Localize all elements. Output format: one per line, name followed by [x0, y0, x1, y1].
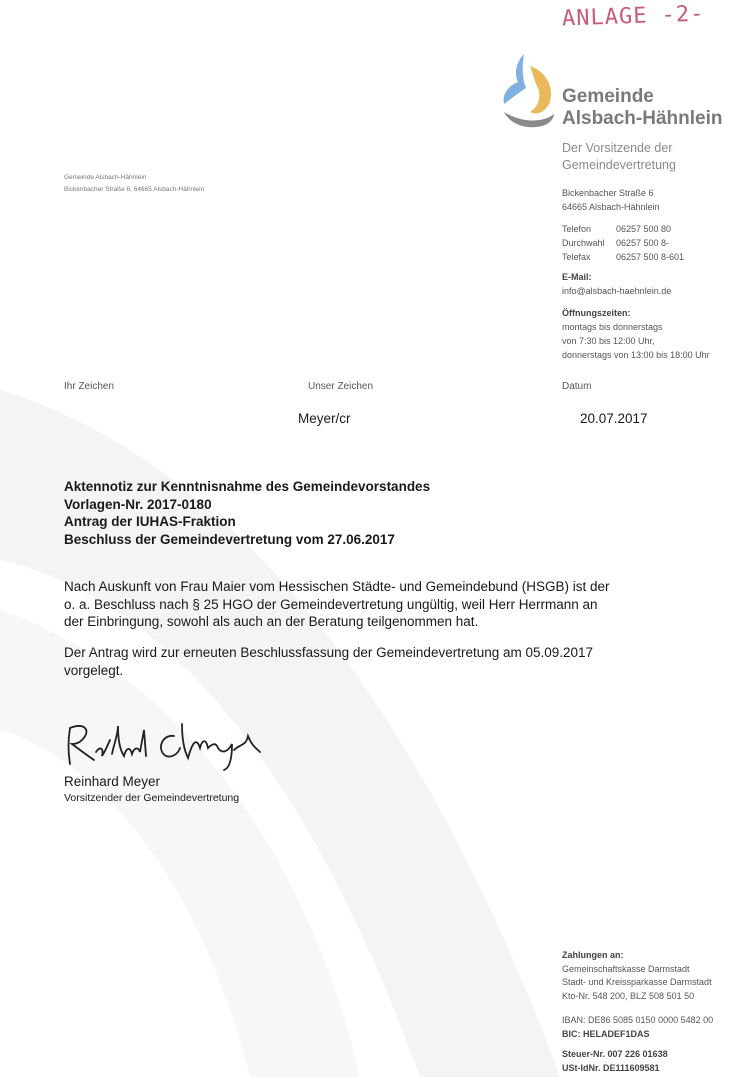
datum-label: Datum [562, 381, 592, 392]
address-city: 64665 Alsbach-Hähnlein [562, 202, 660, 212]
signer-name: Reinhard Meyer [64, 774, 161, 789]
unser-zeichen-value: Meyer/cr [298, 411, 351, 426]
sender-address [64, 172, 204, 196]
phone-row [562, 236, 684, 250]
handwritten-signature [62, 714, 282, 774]
subject-line3: Antrag der IUHAS-Fraktion [64, 514, 236, 529]
hours-line1: montags bis donnerstags [562, 322, 663, 332]
org-name-line2: Alsbach-Hähnlein [562, 108, 723, 129]
datum-value: 20.07.2017 [580, 411, 648, 426]
municipality-logo [500, 52, 556, 132]
p2-line2: vorgelegt. [64, 662, 124, 678]
p1-line1: Nach Auskunft von Frau Maier vom Hessischen Städte- und Gemeindebund (HSGB) ist der [64, 579, 610, 594]
phone-row [562, 222, 684, 236]
hours-label: Öffnungszeiten: [562, 308, 631, 318]
tax-info [562, 1048, 668, 1075]
body-paragraph-1 [64, 578, 664, 631]
ihr-zeichen-label: Ihr Zeichen [64, 381, 115, 392]
subject-line1: Aktennotiz zur Kenntnisnahme des Gemeindevorstandes [64, 479, 431, 494]
payment-label: Zahlungen an: [562, 950, 624, 960]
phone-value: 06257 500 8- [616, 238, 670, 248]
opening-hours [562, 306, 710, 362]
phone-value: 06257 500 8-601 [616, 252, 685, 262]
hours-line2: von 7:30 bis 12:00 Uhr, [562, 336, 655, 346]
subject-line2: Vorlagen-Nr. 2017-0180 [64, 496, 212, 512]
phone-value: 06257 500 80 [616, 224, 672, 234]
vat-id: USt-IdNr. DE111609581 [562, 1062, 660, 1073]
subject-block [64, 478, 430, 548]
payment-line1: Gemeinschaftskasse Darmstadt [562, 963, 690, 974]
phone-label: Telefon [562, 224, 592, 234]
tax-number: Steuer-Nr. 007 226 01638 [562, 1049, 668, 1059]
signer-title: Vorsitzender der Gemeindevertretung [64, 792, 240, 804]
phone-block [562, 222, 684, 264]
sender-line2: Bickenbacher Straße 6, 64665 Alsbach-Hähnlein [64, 186, 205, 193]
chair-title [562, 140, 676, 174]
body-paragraph-2 [64, 644, 664, 679]
chair-line1: Der Vorsitzende der [562, 141, 673, 155]
payment-info [562, 949, 712, 1003]
bank-codes [562, 1014, 713, 1041]
office-address [562, 186, 660, 214]
p2-line1: Der Antrag wird zur erneuten Beschlussfassung der Gemeindevertretung am 05.09.2017 [64, 645, 594, 660]
email-link[interactable]: info@alsbach-haehnlein.de [562, 286, 672, 296]
chair-line2: Gemeindevertretung [562, 158, 676, 172]
payment-line2: Stadt- und Kreissparkasse Darmstadt [562, 977, 712, 987]
org-name-line1: Gemeinde [562, 86, 654, 107]
bic: BIC: HELADEF1DAS [562, 1028, 650, 1039]
phone-label: Telefax [562, 252, 591, 262]
p1-line2: o. a. Beschluss nach § 25 HGO der Gemeindevertretung ungültig, weil Herr Herrmann an [64, 596, 598, 612]
hours-line3: donnerstags von 13:00 bis 18:00 Uhr [562, 350, 710, 360]
email-label: E-Mail: [562, 272, 592, 282]
subject-line4: Beschluss der Gemeindevertretung vom 27.06.2017 [64, 531, 395, 547]
p1-line3: der Einbringung, sowohl als auch an der Beratung teilgenommen hat. [64, 614, 479, 629]
phone-label: Durchwahl [562, 238, 605, 248]
email-block [562, 270, 671, 298]
sender-line1: Gemeinde Alsbach-Hähnlein [64, 174, 147, 181]
iban: IBAN: DE86 5085 0150 0000 5482 00 [562, 1015, 714, 1025]
unser-zeichen-label: Unser Zeichen [308, 381, 374, 392]
address-street: Bickenbacher Straße 6 [562, 188, 654, 198]
handwritten-annotation: ANLAGE -2- [561, 1, 705, 32]
phone-row [562, 250, 684, 264]
payment-line3: Kto-Nr. 548 200, BLZ 508 501 50 [562, 990, 695, 1001]
